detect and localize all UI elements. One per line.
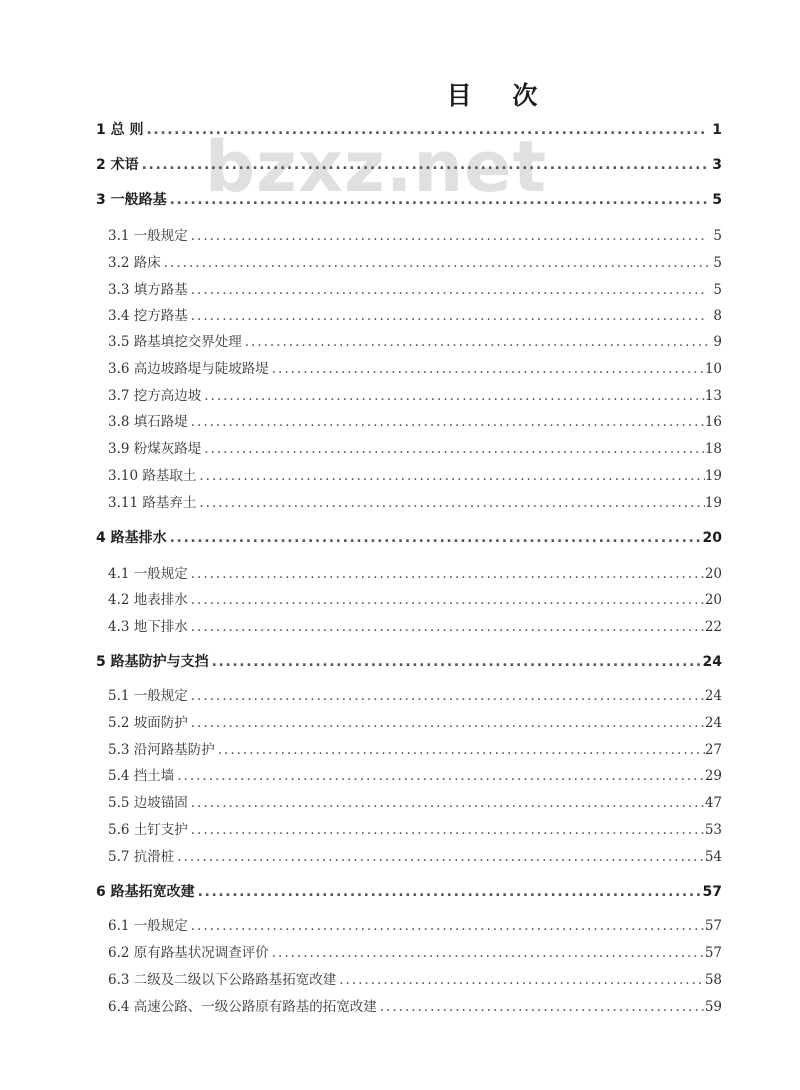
toc-section-entry[interactable] <box>108 386 722 406</box>
dot-leader <box>177 847 705 867</box>
dot-leader <box>212 652 703 672</box>
toc-page-number: 13 <box>704 388 722 404</box>
toc-entry-label: 1 总 则 <box>96 122 144 138</box>
toc-page-number: 19 <box>704 468 722 484</box>
toc-entry-label: 5.7 抗滑桩 <box>108 849 175 865</box>
dot-leader <box>191 617 705 637</box>
dot-leader <box>191 280 708 300</box>
toc-page-number: 57 <box>704 945 722 961</box>
toc-page-number: 59 <box>704 999 722 1015</box>
dot-leader <box>170 528 703 548</box>
toc-chapter-entry[interactable] <box>96 882 722 902</box>
toc-section-entry[interactable] <box>108 766 722 786</box>
toc-page-number: 9 <box>713 334 722 350</box>
dot-leader <box>204 439 705 459</box>
toc-chapter-entry[interactable] <box>96 652 722 672</box>
toc-section-entry[interactable] <box>108 306 722 326</box>
dot-leader <box>272 943 705 963</box>
toc-section-entry[interactable] <box>108 466 722 486</box>
dot-leader <box>147 120 709 140</box>
toc-page-number: 24 <box>704 715 722 731</box>
toc-chapter-entry[interactable] <box>96 120 722 140</box>
toc-page-number: 5 <box>713 282 722 298</box>
toc-section-entry[interactable] <box>108 997 722 1017</box>
toc-entry-label: 4.2 地表排水 <box>108 592 188 608</box>
toc-entry-label: 3.8 填石路堤 <box>108 414 188 430</box>
dot-leader <box>170 190 708 210</box>
dot-leader <box>245 332 708 352</box>
toc-entry-label: 3.2 路床 <box>108 255 161 271</box>
dot-leader <box>204 386 705 406</box>
toc-section-entry[interactable] <box>108 590 722 610</box>
watermark: bzxz.net <box>205 126 548 208</box>
toc-page-number: 24 <box>702 654 722 670</box>
toc-entry-label: 5.6 土钉支护 <box>108 822 188 838</box>
dot-leader <box>177 766 705 786</box>
toc-page-number: 20 <box>704 592 722 608</box>
dot-leader <box>191 916 705 936</box>
dot-leader <box>191 564 705 584</box>
toc-section-entry[interactable] <box>108 617 722 637</box>
toc-chapter-entry[interactable] <box>96 528 722 548</box>
toc-section-entry[interactable] <box>108 793 722 813</box>
toc-section-entry[interactable] <box>108 847 722 867</box>
toc-page-number: 47 <box>704 795 722 811</box>
toc-page-number: 22 <box>704 619 722 635</box>
toc-entry-label: 3.10 路基取土 <box>108 468 197 484</box>
toc-entry-label: 3.5 路基填挖交界处理 <box>108 334 242 350</box>
toc-entry-label: 2 术语 <box>96 157 139 173</box>
dot-leader <box>191 713 705 733</box>
toc-section-entry[interactable] <box>108 564 722 584</box>
toc-section-entry[interactable] <box>108 493 722 513</box>
toc-section-entry[interactable] <box>108 226 722 246</box>
toc-entry-label: 4 路基排水 <box>96 530 167 546</box>
toc-entry-label: 4.1 一般规定 <box>108 566 188 582</box>
dot-leader <box>339 970 705 990</box>
dot-leader <box>380 997 705 1017</box>
dot-leader <box>199 466 704 486</box>
toc-page-number: 19 <box>704 495 722 511</box>
dot-leader <box>191 686 705 706</box>
dot-leader <box>164 253 708 273</box>
toc-page-number: 58 <box>704 972 722 988</box>
toc-entry-label: 6 路基拓宽改建 <box>96 884 195 900</box>
toc-section-entry[interactable] <box>108 916 722 936</box>
toc-chapter-entry[interactable] <box>96 155 722 175</box>
toc-page-number: 29 <box>704 768 722 784</box>
toc-page-number: 53 <box>704 822 722 838</box>
dot-leader <box>272 359 705 379</box>
dot-leader <box>191 412 705 432</box>
toc-page-number: 5 <box>713 255 722 271</box>
dot-leader <box>191 306 708 326</box>
dot-leader <box>199 493 704 513</box>
toc-section-entry[interactable] <box>108 359 722 379</box>
toc-chapter-entry[interactable] <box>96 190 722 210</box>
dot-leader <box>191 590 705 610</box>
toc-section-entry[interactable] <box>108 820 722 840</box>
toc-page-number: 16 <box>704 414 722 430</box>
toc-entry-label: 6.1 一般规定 <box>108 918 188 934</box>
toc-section-entry[interactable] <box>108 332 722 352</box>
toc-page-number: 1 <box>712 122 722 138</box>
toc-entry-label: 5.3 沿河路基防护 <box>108 742 215 758</box>
toc-page-number: 20 <box>704 566 722 582</box>
toc-entry-label: 6.3 二级及二级以下公路路基拓宽改建 <box>108 972 337 988</box>
toc-entry-label: 5.4 挡土墙 <box>108 768 175 784</box>
toc-entry-label: 4.3 地下排水 <box>108 619 188 635</box>
toc-section-entry[interactable] <box>108 740 722 760</box>
toc-section-entry[interactable] <box>108 253 722 273</box>
toc-page-number: 18 <box>704 441 722 457</box>
toc-page-number: 57 <box>702 884 722 900</box>
toc-section-entry[interactable] <box>108 943 722 963</box>
toc-title: 目 次 <box>446 81 554 110</box>
toc-page-number: 57 <box>704 918 722 934</box>
toc-page-number: 5 <box>712 192 722 208</box>
toc-section-entry[interactable] <box>108 439 722 459</box>
toc-entry-label: 5.5 边坡锚固 <box>108 795 188 811</box>
toc-page-number: 5 <box>713 228 722 244</box>
toc-section-entry[interactable] <box>108 970 722 990</box>
dot-leader <box>191 226 708 246</box>
toc-entry-label: 3.4 挖方路基 <box>108 308 188 324</box>
toc-entry-label: 6.2 原有路基状况调查评价 <box>108 945 269 961</box>
dot-leader <box>218 740 705 760</box>
toc-section-entry[interactable] <box>108 280 722 300</box>
toc-entry-label: 5.2 坡面防护 <box>108 715 188 731</box>
toc-entry-label: 3.1 一般规定 <box>108 228 188 244</box>
toc-entry-label: 5.1 一般规定 <box>108 688 188 704</box>
toc-entry-label: 3.9 粉煤灰路堤 <box>108 441 202 457</box>
toc-page-number: 10 <box>704 361 722 377</box>
toc-entry-label: 3.11 路基弃土 <box>108 495 197 511</box>
dot-leader <box>191 793 705 813</box>
dot-leader <box>198 882 703 902</box>
toc-page-number: 27 <box>704 742 722 758</box>
toc-entry-label: 3.6 高边坡路堤与陡坡路堤 <box>108 361 269 377</box>
toc-page-number: 20 <box>702 530 722 546</box>
toc-entry-label: 3.7 挖方高边坡 <box>108 388 202 404</box>
toc-entry-label: 6.4 高速公路、一级公路原有路基的拓宽改建 <box>108 999 377 1015</box>
toc-entry-label: 3 一般路基 <box>96 192 167 208</box>
toc-section-entry[interactable] <box>108 713 722 733</box>
dot-leader <box>191 820 705 840</box>
toc-page-number: 8 <box>713 308 722 324</box>
toc-page-number: 54 <box>704 849 722 865</box>
toc-section-entry[interactable] <box>108 686 722 706</box>
toc-page-number: 3 <box>712 157 722 173</box>
dot-leader <box>142 155 708 175</box>
toc-entry-label: 3.3 填方路基 <box>108 282 188 298</box>
toc-page-number: 24 <box>704 688 722 704</box>
toc-entry-label: 5 路基防护与支挡 <box>96 654 209 670</box>
toc-section-entry[interactable] <box>108 412 722 432</box>
